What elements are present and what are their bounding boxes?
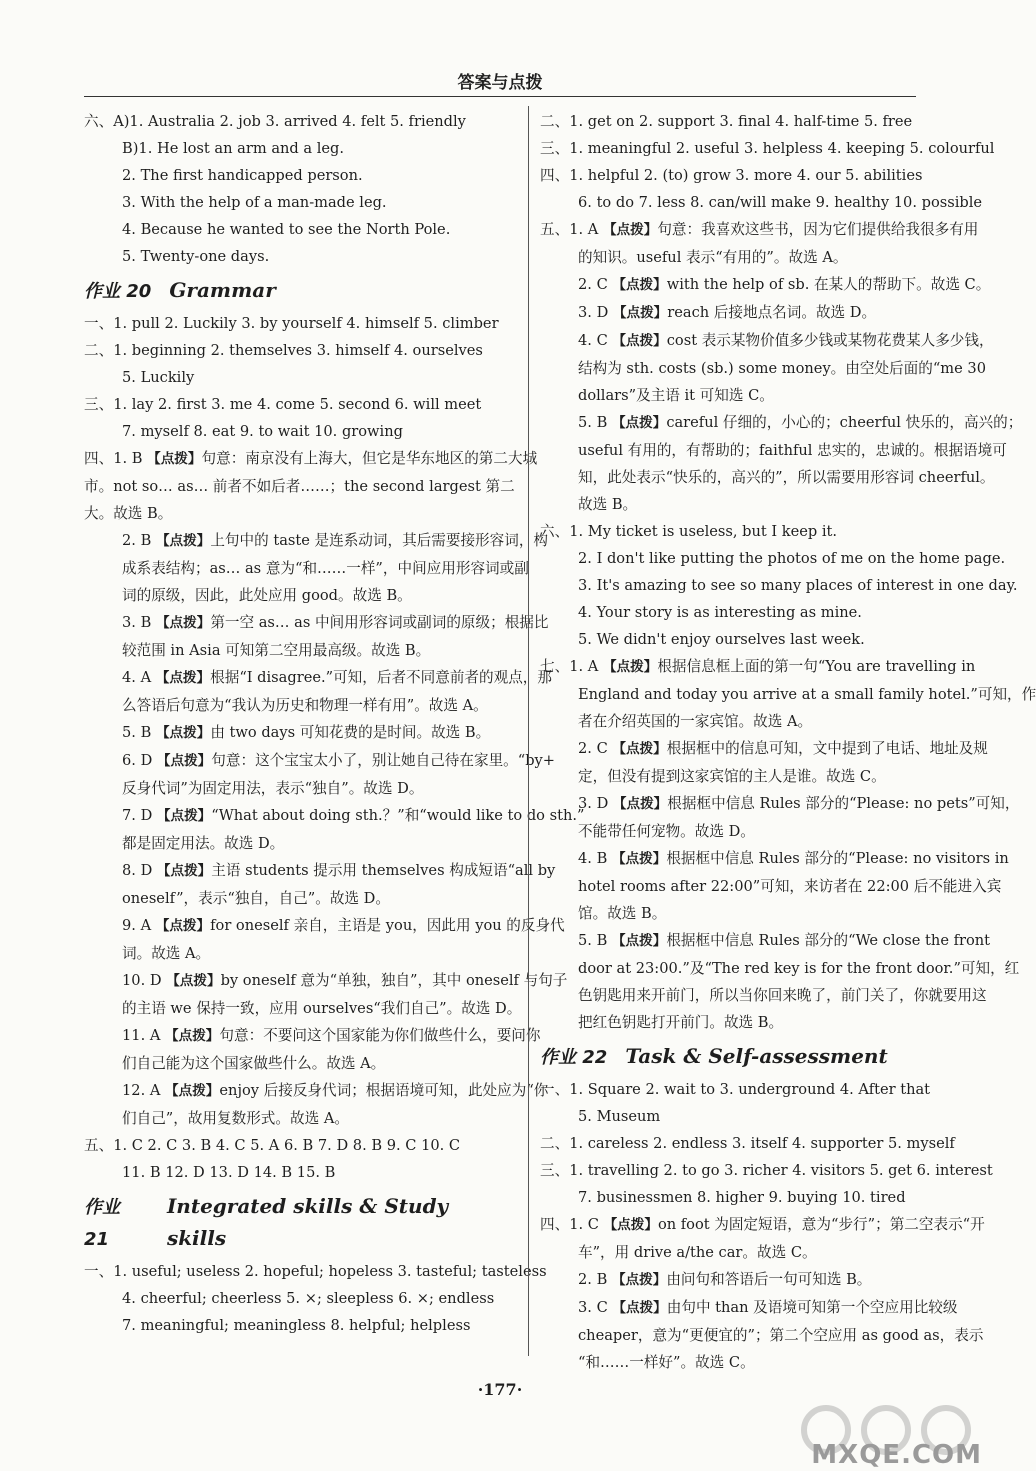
answer-text: by oneself 意为“单独，独自”，其中 oneself 与句子 xyxy=(220,972,568,989)
answer-prefix: 2. C xyxy=(578,740,613,757)
column-divider xyxy=(528,106,529,1356)
hint-tag: 【点拨】 xyxy=(165,1028,220,1044)
answer-line xyxy=(84,189,502,216)
answer-text: 们自己能为这个国家做些什么。故选 A。 xyxy=(122,1055,386,1072)
hint-tag: 【点拨】 xyxy=(612,305,668,321)
answer-text: 5. We didn't enjoy ourselves last week. xyxy=(578,631,865,648)
answer-text: 六、1. My ticket is useless, but I keep it. xyxy=(540,523,838,540)
answer-text: 11. B 12. D 13. D 14. B 15. B xyxy=(122,1164,336,1181)
hint-tag: 【点拨】 xyxy=(602,222,658,238)
answer-line xyxy=(84,940,502,967)
answer-text: 5. Museum xyxy=(578,1108,661,1125)
section-heading xyxy=(84,1190,502,1256)
answer-line xyxy=(540,927,991,955)
answer-line xyxy=(84,108,502,135)
hint-tag: 【点拨】 xyxy=(611,851,667,867)
hint-tag: 【点拨】 xyxy=(155,918,211,934)
answer-text: reach 后接地点名词。故选 D。 xyxy=(667,304,877,321)
answer-text: 知，此处表示“快乐的，高兴的”，所以需要用形容词 cheerful。 xyxy=(578,469,995,486)
section-heading xyxy=(84,274,502,308)
answer-line xyxy=(84,135,502,162)
answer-text: 们自己”，故用复数形式。故选 A。 xyxy=(122,1110,349,1127)
answer-line xyxy=(540,135,995,162)
answer-prefix: 10. D xyxy=(122,972,167,989)
answer-line xyxy=(84,1050,502,1077)
hint-tag: 【点拨】 xyxy=(156,753,212,769)
answer-line xyxy=(84,637,502,664)
answer-text: 么答语后句意为“我认为历史和物理一样有用”。故选 A。 xyxy=(122,697,488,714)
hint-tag: 【点拨】 xyxy=(156,808,212,824)
answer-line xyxy=(540,1322,984,1349)
hint-tag: 【点拨】 xyxy=(155,725,211,741)
answer-prefix: 3. D xyxy=(578,304,613,321)
answer-line xyxy=(84,885,502,912)
answer-text: door at 23:00.”及“The red key is for the front door.”可知，红 xyxy=(578,960,1020,977)
answer-text: 5. Luckily xyxy=(122,369,195,386)
answer-line xyxy=(540,1294,958,1322)
answer-line xyxy=(84,445,538,473)
hint-tag: 【点拨】 xyxy=(611,933,667,949)
answer-text: hotel rooms after 22:00”可知，来访者在 22:00 后不能进入宾 xyxy=(578,878,1002,895)
answer-line xyxy=(84,582,502,609)
answer-text: 二、1. get on 2. support 3. final 4. half-time 5. free xyxy=(540,113,913,130)
answer-line xyxy=(540,108,950,135)
answer-text: 主语 students 提示用 themselves 构成短语“all by xyxy=(211,862,556,879)
answer-line xyxy=(84,1022,541,1050)
answer-line xyxy=(540,1239,950,1266)
answer-prefix: 2. C xyxy=(578,276,613,293)
header-rule xyxy=(84,96,916,97)
answer-text: 的知识。useful 表示“有用的”。故选 A。 xyxy=(578,249,848,266)
answer-line xyxy=(84,995,522,1022)
answer-line xyxy=(84,310,502,337)
answer-line xyxy=(540,437,1007,464)
answer-text: 由句中 than 及语境可知第一个空应用比较级 xyxy=(666,1299,958,1316)
answer-text: 句意：南京没有上海大，但它是华东地区的第二大城 xyxy=(201,450,538,467)
answer-text: 句意：这个宝宝太小了，别让她自己待在家里。“by+ xyxy=(211,752,556,769)
answer-line xyxy=(540,955,1020,982)
answer-line xyxy=(540,518,950,545)
answer-line xyxy=(84,1077,549,1105)
answer-prefix: 7. D xyxy=(122,807,157,824)
section-number: 作业 20 xyxy=(84,281,152,302)
answer-line xyxy=(84,337,502,364)
section-title: Task & Self-assessment xyxy=(625,1044,888,1068)
answer-text: 根据“I disagree.”可知，后者不同意前者的观点，那 xyxy=(210,669,552,686)
answer-text: 较范围 in Asia 可知第二空用最高级。故选 B。 xyxy=(122,642,431,659)
answer-text: 3. With the help of a man-made leg. xyxy=(122,194,387,211)
answer-text: 根据框中信息 Rules 部分的“Please: no visitors in xyxy=(666,850,1009,867)
answer-line xyxy=(540,708,950,735)
hint-tag: 【点拨】 xyxy=(611,1272,667,1288)
answer-line xyxy=(540,216,979,244)
answer-text: with the help of sb. 在某人的帮助下。故选 C。 xyxy=(666,276,991,293)
answer-text: 根据信息框上面的第一句“You are travelling in xyxy=(657,658,976,675)
answer-text: 4. cheerful; cheerless 5. ×; sleepless 6. ×; endless xyxy=(122,1290,495,1307)
answer-text: 者在介绍英国的一家宾馆。故选 A。 xyxy=(578,713,813,730)
answer-text: cheaper，意为“更便宜的”；第二个空应用 as good as，表示 xyxy=(578,1327,984,1344)
hint-tag: 【点拨】 xyxy=(612,1300,667,1316)
answer-text: 3. It's amazing to see so many places of interest in one day. xyxy=(578,577,1018,594)
answer-text: 由 two days 可知花费的是时间。故选 B。 xyxy=(210,724,491,741)
answer-line xyxy=(84,747,556,775)
answer-line xyxy=(540,1076,950,1103)
answer-text: 5. Twenty-one days. xyxy=(122,248,270,265)
answer-line xyxy=(84,719,502,747)
answer-line xyxy=(540,327,994,355)
answer-line xyxy=(540,491,950,518)
answer-line xyxy=(540,271,991,299)
answer-line xyxy=(84,243,502,270)
hint-tag: 【点拨】 xyxy=(156,863,212,879)
answer-text: dollars”及主语 it 可知选 C。 xyxy=(578,387,774,404)
answer-text: 根据框中信息 Rules 部分的“Please: no pets”可知， xyxy=(667,795,1020,812)
answer-line xyxy=(540,599,950,626)
hint-tag: 【点拨】 xyxy=(603,1217,658,1233)
answer-line xyxy=(540,900,950,927)
answer-line xyxy=(84,830,502,857)
hint-tag: 【点拨】 xyxy=(612,796,668,812)
answer-text: 二、1. beginning 2. themselves 3. himself 4. ourselves xyxy=(84,342,483,359)
answer-text: 六、A)1. Australia 2. job 3. arrived 4. felt 5. friendly xyxy=(84,113,466,130)
answer-prefix: 五、1. A xyxy=(540,221,603,238)
answer-prefix: 12. A xyxy=(122,1082,166,1099)
answer-line xyxy=(540,1266,950,1294)
answer-text: 词的原级，因此，此处应用 good。故选 B。 xyxy=(122,587,412,604)
hint-tag: 【点拨】 xyxy=(612,333,667,349)
answer-prefix: 4. C xyxy=(578,332,613,349)
answer-line xyxy=(84,391,502,418)
answer-text: 馆。故选 B。 xyxy=(578,905,667,922)
answer-line xyxy=(540,189,983,216)
answer-line xyxy=(540,1211,985,1239)
section-number: 作业 22 xyxy=(540,1047,608,1068)
answer-prefix: 5. B xyxy=(578,414,612,431)
hint-tag: 【点拨】 xyxy=(155,533,211,549)
answer-prefix: 3. C xyxy=(578,1299,613,1316)
section-heading xyxy=(540,1040,950,1074)
answer-text: 色钥匙用来开前门，所以当你回来晚了，前门关了，你就要用这 xyxy=(578,987,987,1004)
section-number: 作业 21 xyxy=(84,1197,120,1250)
answer-text: 上句中的 taste 是连系动词，其后需要接形容词，构 xyxy=(210,532,549,549)
answer-line xyxy=(540,1349,950,1376)
answer-line xyxy=(540,1184,950,1211)
section-title: Integrated skills & Study skills xyxy=(166,1194,449,1250)
answer-prefix: 四、1. C xyxy=(540,1216,604,1233)
page-number: ·177· xyxy=(477,1380,523,1399)
watermark-text: MXQE.COM xyxy=(811,1440,982,1470)
answer-line xyxy=(84,912,565,940)
answer-text: 词。故选 A。 xyxy=(122,945,211,962)
answer-line xyxy=(84,364,502,391)
answer-line xyxy=(540,355,986,382)
answer-text: 市。not so… as… 前者不如后者……；the second largest 第二 xyxy=(84,478,515,495)
answer-line xyxy=(540,1009,950,1036)
answer-prefix: 3. D xyxy=(578,795,613,812)
hint-tag: 【点拨】 xyxy=(602,659,658,675)
answer-line xyxy=(84,162,502,189)
answer-line xyxy=(540,1130,955,1157)
answer-text: 7. businessmen 8. higher 9. buying 10. tired xyxy=(578,1189,906,1206)
answer-line xyxy=(540,763,950,790)
answer-text: 成系表结构；as… as 意为“和……一样”，中间应用形容词或副 xyxy=(122,560,529,577)
answer-line xyxy=(540,464,995,491)
answer-text: 第一空 as… as 中间用形容词或副词的原级；根据比 xyxy=(210,614,549,631)
answer-text: 不能带任何宠物。故选 D。 xyxy=(578,823,755,840)
answer-text: 根据框中的信息可知，文中提到了电话、地址及规 xyxy=(666,740,988,757)
answer-line xyxy=(84,775,502,802)
answer-text: 2. I don't like putting the photos of me on the home page. xyxy=(578,550,1006,567)
answer-line xyxy=(84,527,549,555)
answer-line xyxy=(540,653,976,681)
answer-text: 定，但没有提到这家宾馆的主人是谁。故选 C。 xyxy=(578,768,886,785)
answer-text: 7. myself 8. eat 9. to wait 10. growing xyxy=(122,423,403,440)
answer-line xyxy=(540,735,988,763)
answer-text: 由问句和答语后一句可知选 B。 xyxy=(666,1271,872,1288)
answer-text: 4. Your story is as interesting as mine. xyxy=(578,604,862,621)
answer-text: 一、1. Square 2. wait to 3. underground 4. After that xyxy=(540,1081,931,1098)
answer-line xyxy=(84,1159,502,1186)
answer-text: 4. Because he wanted to see the North Pole. xyxy=(122,221,451,238)
answer-text: 一、1. useful; useless 2. hopeful; hopeless 3. tasteful; tasteless xyxy=(84,1263,547,1280)
answer-prefix: 3. B xyxy=(122,614,156,631)
hint-tag: 【点拨】 xyxy=(612,741,667,757)
answer-text: 大。故选 B。 xyxy=(84,505,173,522)
answer-text: 句意：不要问这个国家能为你们做些什么，要问你 xyxy=(219,1027,541,1044)
answer-text: 四、1. helpful 2. (to) grow 3. more 4. our 5. abilities xyxy=(540,167,923,184)
answer-line xyxy=(84,857,556,885)
hint-tag: 【点拨】 xyxy=(147,451,202,467)
answer-text: for oneself 亲自，主语是 you，因此用 you 的反身代 xyxy=(210,917,565,934)
answer-text: 都是固定用法。故选 D。 xyxy=(122,835,285,852)
answer-text: 把红色钥匙打开前门。故选 B。 xyxy=(578,1014,784,1031)
answer-text: careful 仔细的，小心的；cheerful 快乐的，高兴的； xyxy=(666,414,1023,431)
answer-line xyxy=(540,982,987,1009)
answer-line xyxy=(540,681,1036,708)
hint-tag: 【点拨】 xyxy=(155,615,211,631)
answer-text: cost 表示某物价值多少钱或某物花费某人多少钱， xyxy=(666,332,994,349)
answer-text: England and today you arrive at a small family hotel.”可知，作 xyxy=(578,686,1036,703)
answer-text: 三、1. meaningful 2. useful 3. helpless 4. keeping 5. colourful xyxy=(540,140,995,157)
answer-line xyxy=(84,802,585,830)
right-column xyxy=(540,108,1036,1376)
answer-text: useful 有用的，有帮助的；faithful 忠实的，忠诚的。根据语境可 xyxy=(578,442,1007,459)
hint-tag: 【点拨】 xyxy=(165,1083,220,1099)
answer-line xyxy=(84,555,529,582)
answer-text: 一、1. pull 2. Luckily 3. by yourself 4. himself 5. climber xyxy=(84,315,499,332)
answer-line xyxy=(84,216,502,243)
answer-prefix: 2. B xyxy=(578,1271,612,1288)
answer-line xyxy=(84,1132,502,1159)
answer-text: 二、1. careless 2. endless 3. itself 4. supporter 5. myself xyxy=(540,1135,955,1152)
answer-line xyxy=(540,244,950,271)
hint-tag: 【点拨】 xyxy=(612,277,667,293)
answer-prefix: 5. B xyxy=(578,932,612,949)
section-title: Grammar xyxy=(169,278,276,302)
answer-text: 7. meaningful; meaningless 8. helpful; helpless xyxy=(122,1317,471,1334)
answer-prefix: 6. D xyxy=(122,752,157,769)
answer-prefix: 11. A xyxy=(122,1027,166,1044)
answer-prefix: 七、1. A xyxy=(540,658,603,675)
answer-text: B)1. He lost an arm and a leg. xyxy=(122,140,345,157)
answer-text: enjoy 后接反身代词；根据语境可知，此处应为“你 xyxy=(219,1082,549,1099)
hint-tag: 【点拨】 xyxy=(611,415,667,431)
answer-line xyxy=(540,162,950,189)
answer-line xyxy=(540,382,950,409)
answer-line xyxy=(540,845,1009,873)
answer-text: on foot 为固定短语，意为“步行”；第二空表示“开 xyxy=(657,1216,985,1233)
hint-tag: 【点拨】 xyxy=(166,973,221,989)
answer-text: “What about doing sth.？”和“would like to do sth.” xyxy=(211,807,585,824)
answer-line xyxy=(540,790,1020,818)
answer-prefix: 4. A xyxy=(122,669,156,686)
answer-line xyxy=(84,692,502,719)
answer-line xyxy=(84,473,515,500)
answer-text: 句意：我喜欢这些书，因为它们提供给我很多有用 xyxy=(657,221,979,238)
page-header: 答案与点拨 xyxy=(457,73,543,93)
answer-line xyxy=(84,1312,502,1339)
answer-line xyxy=(540,626,950,653)
answer-line xyxy=(540,299,950,327)
answer-line xyxy=(84,1258,547,1285)
answer-line xyxy=(84,1105,502,1132)
answer-prefix: 4. B xyxy=(578,850,612,867)
answer-line xyxy=(540,1157,993,1184)
answer-text: 的主语 we 保持一致，应用 ourselves“我们自己”。故选 D。 xyxy=(122,1000,522,1017)
answer-line xyxy=(84,500,502,527)
answer-line xyxy=(540,409,1023,437)
answer-line xyxy=(540,818,950,845)
answer-line xyxy=(540,1103,950,1130)
answer-text: 2. The first handicapped person. xyxy=(122,167,363,184)
answer-text: 6. to do 7. less 8. can/will make 9. healthy 10. possible xyxy=(578,194,983,211)
hint-tag: 【点拨】 xyxy=(155,670,211,686)
answer-text: 根据框中信息 Rules 部分的“We close the front xyxy=(666,932,991,949)
answer-line xyxy=(84,609,549,637)
answer-line xyxy=(540,545,1006,572)
answer-text: 故选 B。 xyxy=(578,496,638,513)
answer-prefix: 9. A xyxy=(122,917,156,934)
answer-line xyxy=(84,1285,502,1312)
answer-text: “和……一样好”。故选 C。 xyxy=(578,1354,755,1371)
answer-line xyxy=(540,873,1002,900)
answer-line xyxy=(84,664,552,692)
answer-text: 三、1. travelling 2. to go 3. richer 4. visitors 5. get 6. interest xyxy=(540,1162,993,1179)
answer-text: oneself”，表示“独自，自己”。故选 D。 xyxy=(122,890,390,907)
answer-text: 车”，用 drive a/the car。故选 C。 xyxy=(578,1244,817,1261)
answer-prefix: 四、1. B xyxy=(84,450,148,467)
answer-text: 三、1. lay 2. first 3. me 4. come 5. second 6. will meet xyxy=(84,396,482,413)
answer-prefix: 5. B xyxy=(122,724,156,741)
answer-line xyxy=(540,572,1018,599)
answer-line xyxy=(84,967,568,995)
answer-text: 结构为 sth. costs (sb.) some money。由空处后面的“me 30 xyxy=(578,360,986,377)
answer-prefix: 8. D xyxy=(122,862,157,879)
answer-text: 五、1. C 2. C 3. B 4. C 5. A 6. B 7. D 8. B 9. C 10. C xyxy=(84,1137,461,1154)
answer-text: 反身代词”为固定用法，表示“独自”。故选 D。 xyxy=(122,780,424,797)
answer-line xyxy=(84,418,502,445)
answer-prefix: 2. B xyxy=(122,532,156,549)
